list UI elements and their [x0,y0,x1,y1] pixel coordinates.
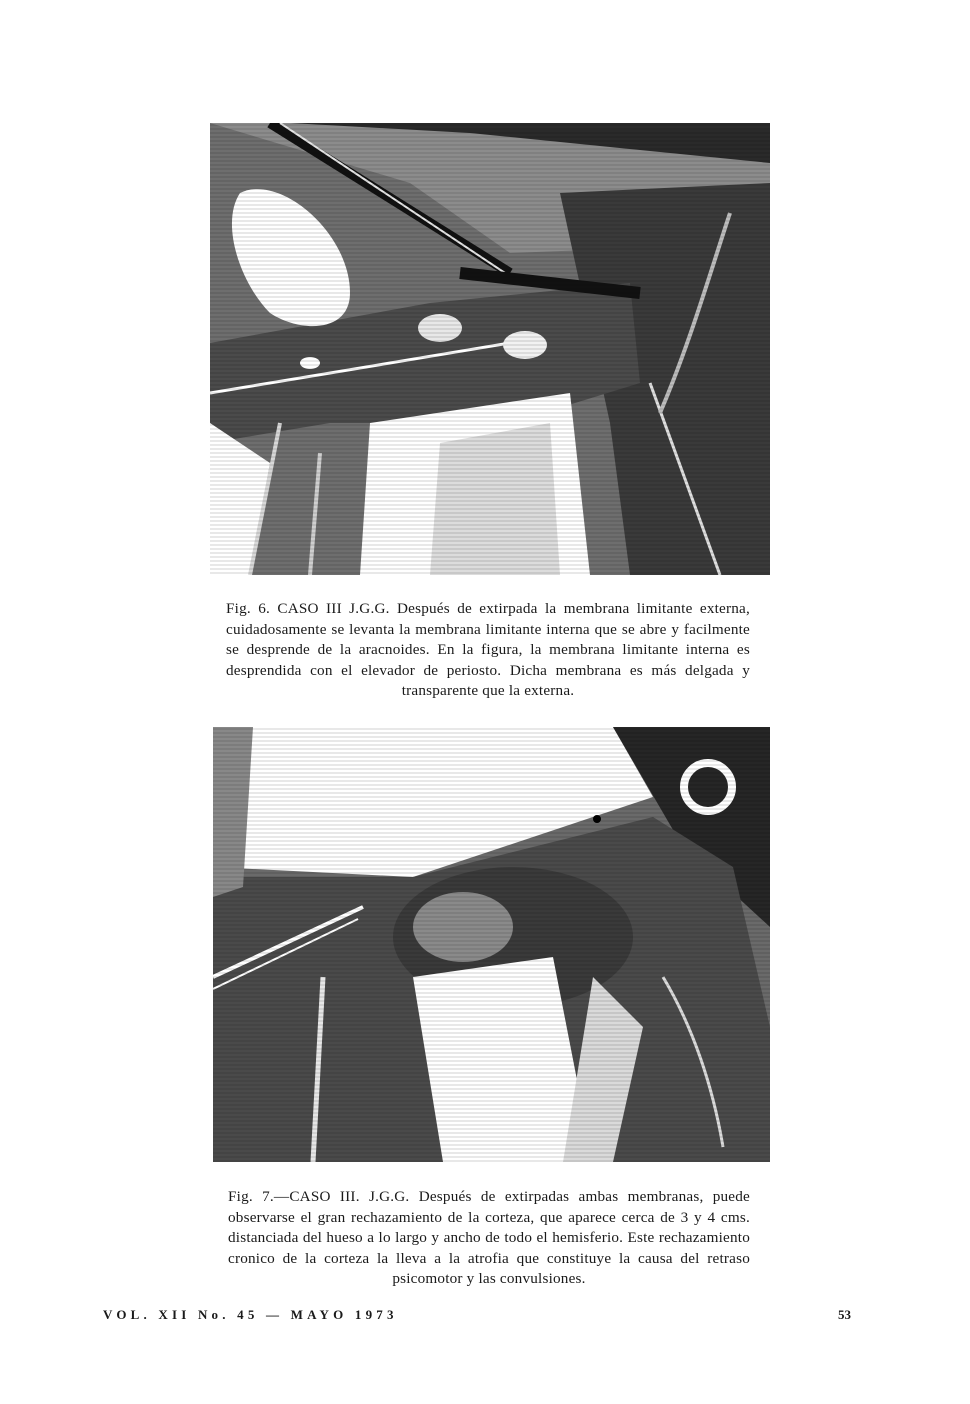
figure-6-photo [210,123,770,575]
figure-7-photo [213,727,770,1162]
figure-6-caption: Fig. 6. CASO III J.G.G. Después de extirpada la membrana limitante externa, cuidadosamente se levanta la membrana limitante interna que se abre y facilmente se desprende de la aracnoides. En la figura, la membrana limitante interna es desprendida con el elevador de periosto. Dicha membrana es más delgada y transparente que la externa. [226,600,750,700]
figure-7-caption: Fig. 7.—CASO III. J.G.G. Después de extirpadas ambas membranas, puede observarse el gran rechazamiento de la corteza, que aparece cerca de 3 y 4 cms. distanciada del hueso a lo largo y ancho de todo el hemisferio. Este rechazamiento cronico de la corteza la lleva a la atrofia que constituye la causa del retraso psicomotor y las convulsiones. [228,1188,750,1288]
page-number: 53 [838,1307,851,1322]
journal-footer: VOL. XII No. 45 — MAYO 1973 [103,1307,398,1322]
